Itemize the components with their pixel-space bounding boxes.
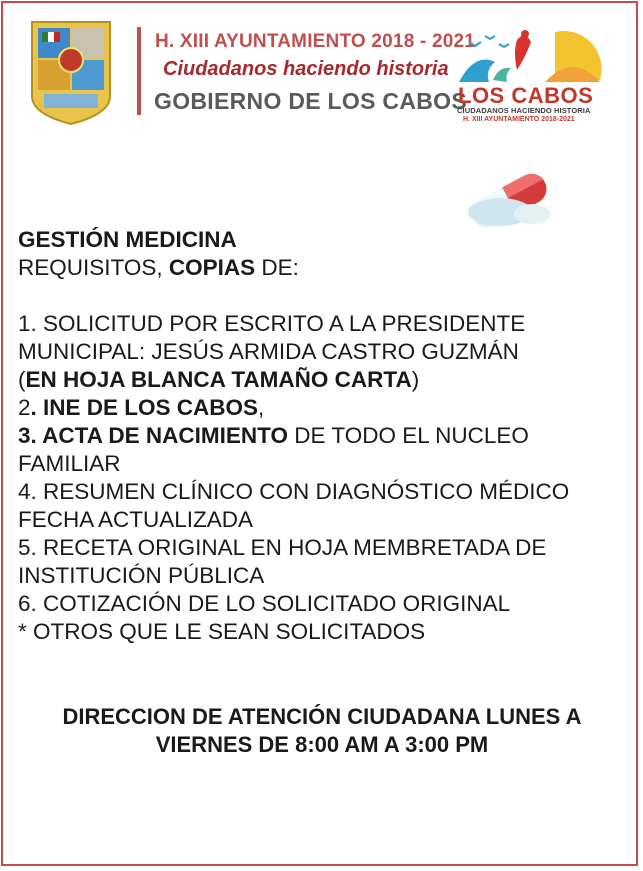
requirement-item-4: 4. RESUMEN CLÍNICO CON DIAGNÓSTICO MÉDICO FECHA ACTUALIZADA [18,479,570,532]
requirement-item-2: 2. INE DE LOS CABOS, [18,395,265,420]
slogan-label: Ciudadanos haciendo historia [163,58,449,80]
logo-subtitle: CIUDADANOS HACIENDO HISTORIA [457,106,591,115]
requirement-item-6: 6. COTIZACIÓN DE LO SOLICITADO ORIGINAL [18,591,511,616]
logo-subtitle-2: H. XIII AYUNTAMIENTO 2018-2021 [463,116,575,123]
header-divider [137,27,141,115]
ayuntamiento-label: H. XIII AYUNTAMIENTO 2018 - 2021 [155,31,476,52]
requirement-item-1: 1. SOLICITUD POR ESCRITO A LA PRESIDENTE MUNICIPAL: JESÚS ARMIDA CASTRO GUZMÁN (EN HOJA BLANCA TAMAÑO CARTA) [18,311,526,392]
gobierno-label: GOBIERNO DE LOS CABOS [154,88,467,114]
requirements-intro: REQUISITOS, COPIAS DE: [18,255,299,280]
page-title: GESTIÓN MEDICINA [18,227,237,252]
requirement-item-3: 3. ACTA DE NACIMIENTO DE TODO EL NUCLEO FAMILIAR [18,423,529,476]
crest-icon [28,18,114,126]
requirements-body [18,226,628,646]
office-hours: DIRECCION DE ATENCIÓN CIUDADANA LUNES A VIERNES DE 8:00 AM A 3:00 PM [62,704,582,757]
requirement-item-5: 5. RECETA ORIGINAL EN HOJA MEMBRETADA DE INSTITUCIÓN PÚBLICA [18,535,547,588]
logo-title: LOS CABOS [458,83,594,108]
requirement-other: * OTROS QUE LE SEAN SOLICITADOS [18,619,426,644]
pill-icon [462,168,554,230]
